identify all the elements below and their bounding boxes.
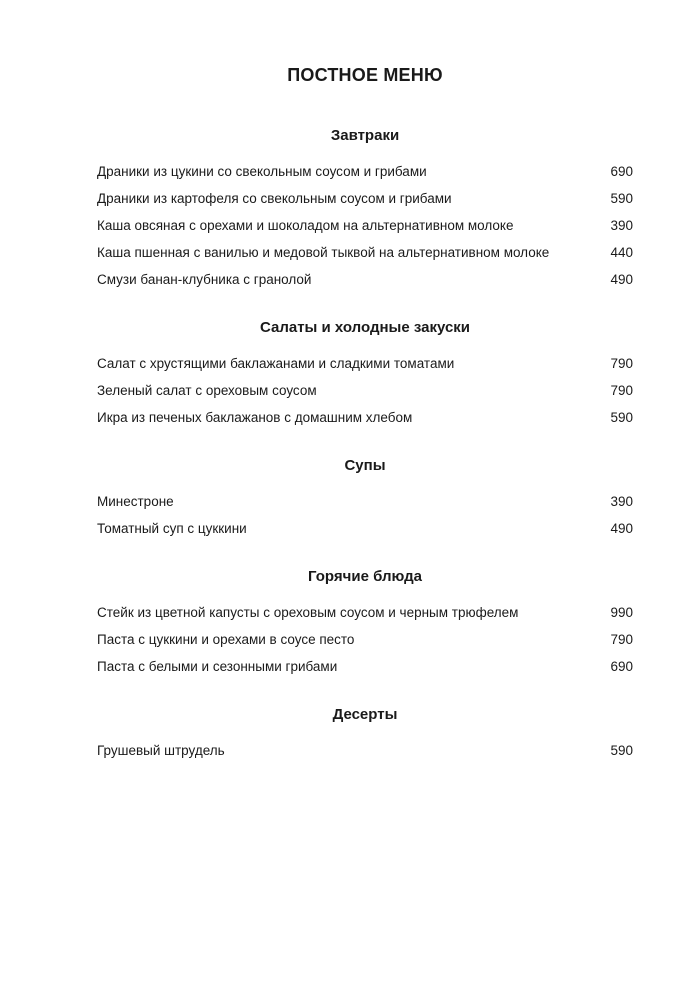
menu-item — [97, 266, 633, 293]
section-heading: Супы — [344, 457, 386, 474]
menu-item — [97, 212, 633, 239]
section-items — [97, 599, 633, 680]
menu-item — [97, 737, 633, 764]
section-heading: Салаты и холодные закуски — [259, 319, 471, 336]
menu-item-name: Стейк из цветной капусты с ореховым соусом и черным трюфелем — [97, 605, 519, 620]
menu-item-name: Зеленый салат с ореховым соусом — [97, 383, 317, 398]
menu-item-name: Каша пшенная с ванилью и медовой тыквой на альтернативном молоке — [97, 245, 550, 260]
menu-item — [97, 599, 633, 626]
menu-item-price: 790 — [610, 356, 633, 371]
menu-item-name: Каша овсяная с орехами и шоколадом на альтернативном молоке — [97, 218, 514, 233]
section-items — [97, 350, 633, 431]
menu-item-name: Икра из печеных баклажанов с домашним хлебом — [97, 410, 413, 425]
section-soups — [97, 456, 633, 542]
menu-item-name: Грушевый штрудель — [97, 743, 225, 758]
menu-item-name: Томатный суп с цуккини — [97, 521, 247, 536]
section-desserts — [97, 705, 633, 764]
menu-item — [97, 488, 633, 515]
menu-item-name: Минестроне — [97, 494, 174, 509]
menu-item — [97, 185, 633, 212]
menu-item-name: Драники из картофеля со свекольным соусом и грибами — [97, 191, 452, 206]
menu-item-name: Паста с белыми и сезонными грибами — [97, 659, 338, 674]
menu-item — [97, 404, 633, 431]
section-heading: Завтраки — [330, 127, 400, 144]
menu-item — [97, 158, 633, 185]
menu-item — [97, 377, 633, 404]
menu-item-price: 790 — [610, 632, 633, 647]
menu-item-price: 590 — [610, 191, 633, 206]
menu-item — [97, 515, 633, 542]
menu-item-price: 690 — [610, 659, 633, 674]
menu-item-price: 490 — [610, 272, 633, 287]
menu-item-name: Драники из цукини со свекольным соусом и грибами — [97, 164, 427, 179]
section-items — [97, 737, 633, 764]
menu-item-name: Салат с хрустящими баклажанами и сладкими томатами — [97, 356, 455, 371]
menu-item-price: 390 — [610, 494, 633, 509]
menu-item-price: 490 — [610, 521, 633, 536]
menu-item-price: 590 — [610, 410, 633, 425]
section-heading: Десерты — [332, 706, 398, 723]
menu-item — [97, 239, 633, 266]
section-items — [97, 488, 633, 542]
menu-item-price: 440 — [610, 245, 633, 260]
menu-item-name: Паста с цуккини и орехами в соусе песто — [97, 632, 355, 647]
menu-item-price: 690 — [610, 164, 633, 179]
section-hot-dishes — [97, 567, 633, 680]
section-salads — [97, 318, 633, 431]
section-heading: Горячие блюда — [308, 568, 422, 585]
page-title: ПОСТНОЕ МЕНЮ — [287, 65, 443, 85]
menu-item-price: 990 — [610, 605, 633, 620]
menu-item-price: 590 — [610, 743, 633, 758]
menu-item — [97, 653, 633, 680]
menu-item-price: 390 — [610, 218, 633, 233]
menu-item — [97, 626, 633, 653]
section-items — [97, 158, 633, 293]
menu-item-price: 790 — [610, 383, 633, 398]
menu-item-name: Смузи банан-клубника с гранолой — [97, 272, 312, 287]
section-breakfasts — [97, 126, 633, 293]
menu-item — [97, 350, 633, 377]
